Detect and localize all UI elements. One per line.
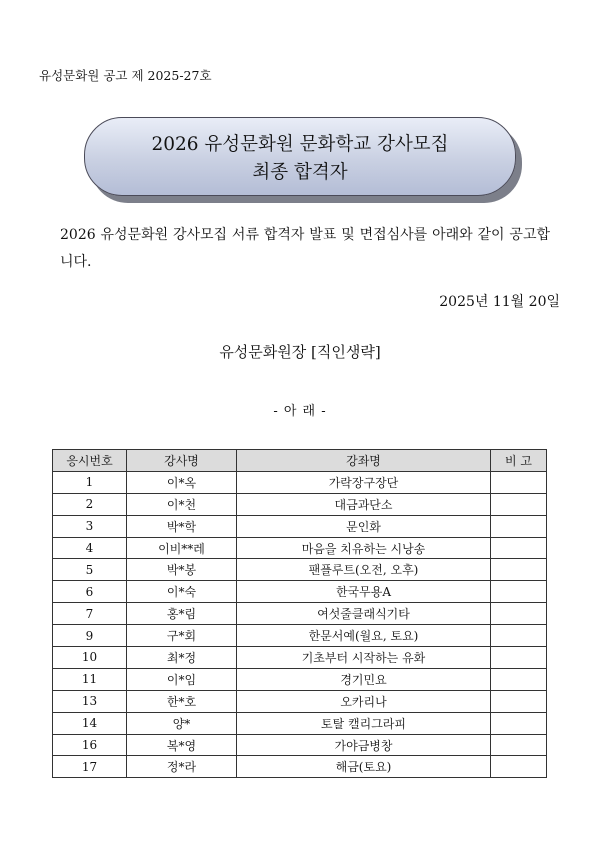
cell-instructor-name: 양* — [127, 712, 237, 734]
cell-course-name: 기초부터 시작하는 유화 — [237, 647, 491, 669]
intro-paragraph: 2026 유성문화원 강사모집 서류 합격자 발표 및 면접심사를 아래와 같이 공고합니다. — [60, 227, 550, 270]
cell-instructor-name: 복*영 — [127, 734, 237, 756]
cell-applicant-number: 10 — [53, 647, 127, 669]
cell-remarks — [491, 647, 547, 669]
header-instructor-name: 강사명 — [127, 450, 237, 472]
cell-instructor-name: 최*정 — [127, 647, 237, 669]
page-title: 2026 유성문화원 문화학교 강사모집 — [151, 134, 449, 155]
cell-course-name: 문인화 — [237, 515, 491, 537]
table-row — [53, 559, 547, 581]
cell-course-name: 토탈 캘리그라피 — [237, 712, 491, 734]
cell-remarks — [491, 559, 547, 581]
table-header-row — [53, 450, 547, 472]
cell-remarks — [491, 756, 547, 778]
cell-course-name: 한국무용A — [237, 581, 491, 603]
cell-applicant-number: 14 — [53, 712, 127, 734]
cell-remarks — [491, 471, 547, 493]
table-row — [53, 625, 547, 647]
cell-applicant-number: 2 — [53, 493, 127, 515]
cell-course-name: 마음을 치유하는 시낭송 — [237, 537, 491, 559]
section-heading: - 아 래 - — [273, 404, 327, 419]
cell-instructor-name: 박*학 — [127, 515, 237, 537]
cell-applicant-number: 16 — [53, 734, 127, 756]
header-applicant-number: 응시번호 — [53, 450, 127, 472]
cell-instructor-name: 이*임 — [127, 668, 237, 690]
cell-instructor-name: 이*옥 — [127, 471, 237, 493]
cell-remarks — [491, 625, 547, 647]
notice-number: 유성문화원 공고 제 2025-27호 — [39, 68, 212, 83]
cell-remarks — [491, 537, 547, 559]
cell-instructor-name: 정*라 — [127, 756, 237, 778]
cell-applicant-number: 13 — [53, 690, 127, 712]
cell-remarks — [491, 581, 547, 603]
title-banner — [84, 117, 516, 196]
cell-course-name: 오카리나 — [237, 690, 491, 712]
cell-instructor-name: 박*봉 — [127, 559, 237, 581]
cell-course-name: 경기민요 — [237, 668, 491, 690]
table-row — [53, 581, 547, 603]
table-row — [53, 537, 547, 559]
table-row — [53, 690, 547, 712]
cell-applicant-number: 1 — [53, 471, 127, 493]
table-body — [53, 471, 547, 777]
cell-remarks — [491, 690, 547, 712]
table-row — [53, 647, 547, 669]
header-course-name: 강좌명 — [237, 450, 491, 472]
cell-course-name: 팬플루트(오전, 오후) — [237, 559, 491, 581]
cell-course-name: 가락장구장단 — [237, 471, 491, 493]
cell-applicant-number: 9 — [53, 625, 127, 647]
cell-applicant-number: 3 — [53, 515, 127, 537]
cell-remarks — [491, 712, 547, 734]
table-row — [53, 471, 547, 493]
table-row — [53, 668, 547, 690]
cell-instructor-name: 이*숙 — [127, 581, 237, 603]
header-remarks: 비 고 — [491, 450, 547, 472]
cell-applicant-number: 5 — [53, 559, 127, 581]
table-row — [53, 756, 547, 778]
cell-applicant-number: 17 — [53, 756, 127, 778]
cell-remarks — [491, 734, 547, 756]
table-row — [53, 603, 547, 625]
cell-remarks — [491, 515, 547, 537]
signatory: 유성문화원장 [직인생략] — [219, 343, 381, 361]
results-table — [52, 449, 547, 778]
cell-instructor-name: 구*회 — [127, 625, 237, 647]
page-subtitle: 최종 합격자 — [252, 162, 348, 183]
cell-instructor-name: 홍*림 — [127, 603, 237, 625]
cell-remarks — [491, 493, 547, 515]
cell-applicant-number: 4 — [53, 537, 127, 559]
cell-instructor-name: 이*천 — [127, 493, 237, 515]
cell-instructor-name: 이비**레 — [127, 537, 237, 559]
table-row — [53, 493, 547, 515]
cell-applicant-number: 6 — [53, 581, 127, 603]
cell-course-name: 가야금병창 — [237, 734, 491, 756]
cell-course-name: 대금과단소 — [237, 493, 491, 515]
table-row — [53, 515, 547, 537]
cell-course-name: 한문서예(월요, 토요) — [237, 625, 491, 647]
table-row — [53, 734, 547, 756]
announcement-date: 2025년 11월 20일 — [439, 294, 560, 310]
cell-instructor-name: 한*호 — [127, 690, 237, 712]
cell-course-name: 해금(토요) — [237, 756, 491, 778]
cell-remarks — [491, 668, 547, 690]
cell-remarks — [491, 603, 547, 625]
cell-course-name: 여섯줄클래식기타 — [237, 603, 491, 625]
table-row — [53, 712, 547, 734]
cell-applicant-number: 11 — [53, 668, 127, 690]
cell-applicant-number: 7 — [53, 603, 127, 625]
